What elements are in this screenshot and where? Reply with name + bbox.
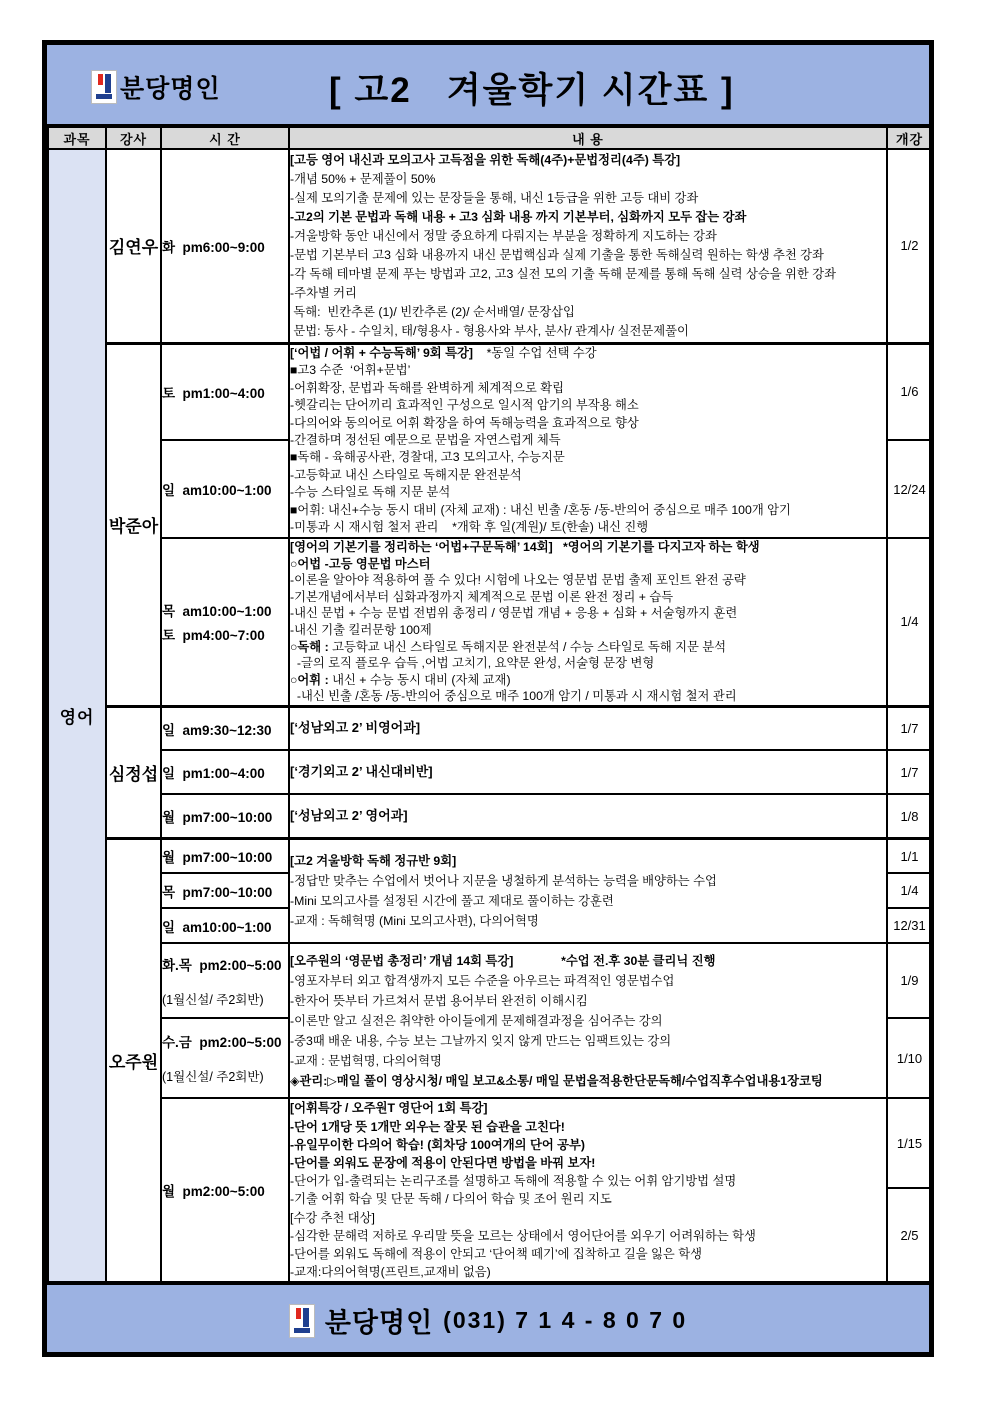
content-line: -한자어 뜻부터 가르쳐서 문법 용어부터 완전히 이해시킴: [290, 993, 588, 1008]
time-text: (1월신설/ 주2회반): [162, 992, 264, 1007]
content-line: -고2의 기본 문법과 독해 내용 + 고3 심화 내용 까지 기본부터, 심화까지 모두 잡는 강좌: [290, 209, 747, 224]
brand-logo-icon: [91, 70, 117, 104]
subject-cell: 영어: [48, 149, 106, 1282]
open-date-cell: 1/8: [887, 794, 932, 838]
column-header-subject: 과목: [48, 127, 106, 149]
teacher-cell: 오주원: [106, 838, 161, 1282]
column-header-row: [48, 127, 932, 149]
time-cell: [161, 343, 289, 440]
content-line: ◈관리:▷매일 풀이 영상시청/ 매일 보고&소통/ 매일 문법을적용한단문독해/수업직후수업내용1장코팅: [290, 1073, 823, 1088]
open-date-cell: 1/4: [887, 538, 932, 706]
table-row: [48, 838, 932, 873]
time-text: 화 pm6:00~9:00: [162, 239, 265, 255]
column-header-content: 내 용: [289, 127, 887, 149]
content-line: -교재:다의어혁명(프린트,교재비 없음): [290, 1265, 491, 1280]
content-cell: [289, 794, 887, 838]
footer-brand-name: 분당명인: [324, 1308, 434, 1339]
content-line: -헷갈리는 단어끼리 효과적인 구성으로 일시적 암기의 부작용 해소: [290, 398, 639, 413]
content-line: -실제 모의기출 문제에 있는 문장들을 통해, 내신 1등급을 위한 고등 대비 강좌: [290, 190, 699, 205]
content-line: -교재 : 독해혁명 (Mini 모의고사편), 다의어혁명: [290, 914, 539, 929]
content-line: -정답만 맞추는 수업에서 벗어나 지문을 냉철하게 분석하는 능력을 배양하는 수업: [290, 874, 717, 889]
open-date-cell: 12/24: [887, 440, 932, 538]
content-line: ■독해 - 육해공사관, 경찰대, 고3 모의고사, 수능지문: [290, 450, 565, 465]
table-row: [48, 794, 932, 838]
content-line: [수강 추천 대상]: [290, 1210, 375, 1225]
content-line: -문법 기본부터 고3 심화 내용까지 내신 문법핵심과 실제 기출을 통한 독해실력 원하는 학생 추천 강좌: [290, 247, 824, 262]
content-cell: [289, 1098, 887, 1282]
content-line: 문법: 동사 - 수일치, 태/형용사 - 형용사와 부사, 분사/ 관계사/ 실전문제풀이: [290, 323, 689, 338]
content-line: -유일무이한 다의어 학습! (회차당 100여개의 단어 공부): [290, 1137, 585, 1152]
content-line: -간결하며 정선된 예문으로 문법을 자연스럽게 체득: [290, 433, 561, 448]
time-text: 토 pm1:00~4:00: [162, 385, 265, 401]
time-text: 월 pm2:00~5:00: [162, 1184, 265, 1200]
content-line: -기본개념에서부터 심화과정까지 체계적으로 문법 이론 완전 정리 + 습득: [290, 589, 674, 604]
content-line: ■고3 수준 ‘어휘+문법’: [290, 363, 411, 378]
content-cell: [289, 838, 887, 943]
time-cell: [161, 750, 289, 794]
content-line: [‘어법 / 어휘 + 수능독해’ 9회 특강] *동일 수업 선택 수강: [290, 346, 597, 361]
content-line: -교재 : 문법혁명, 다의어혁명: [290, 1053, 442, 1068]
time-text: 일 am10:00~1:00: [162, 919, 272, 935]
time-text: 화.목 pm2:00~5:00: [162, 957, 282, 973]
time-text: (1월신설/ 주2회반): [162, 1070, 264, 1085]
content-line: -단어가 입-출력되는 논리구조를 설명하고 독해에 적용할 수 있는 어휘 암기방법 설명: [290, 1174, 737, 1189]
content-line: -미통과 시 재시험 철저 관리 *개학 후 일(계원)/ 토(한솔) 내신 진행: [290, 520, 649, 535]
brand-block: [91, 69, 221, 105]
time-cell: [161, 838, 289, 873]
content-cell: [289, 943, 887, 1098]
content-line: [고등 영어 내신과 모의고사 고득점을 위한 독해(4주)+문법정리(4주) 특강]: [290, 152, 681, 167]
content-line: -영포자부터 외고 합격생까지 모든 수준을 아우르는 파격적인 영문법수업: [290, 973, 675, 988]
open-date-cell: 1/6: [887, 343, 932, 440]
table-row: [48, 149, 932, 343]
content-line: -주차별 커리: [290, 285, 357, 300]
content-line: [어휘특강 / 오주원T 영단어 1회 특강]: [290, 1101, 488, 1116]
time-text: 일 pm1:00~4:00: [162, 766, 265, 782]
page-title: [ 고2 겨울학기 시간표 ]: [329, 71, 735, 110]
time-text: 월 pm7:00~10:00: [162, 850, 273, 866]
content-line: -겨울방학 동안 내신에서 정말 중요하게 다뤄지는 부분을 정확하게 지도하는 강좌: [290, 228, 717, 243]
open-date-cell: 1/2: [887, 149, 932, 343]
table-row: [48, 343, 932, 440]
time-cell: [161, 538, 289, 706]
open-date-cell: 1/10: [887, 1018, 932, 1098]
time-text: 목 am10:00~1:00: [162, 603, 272, 619]
content-cell: [289, 343, 887, 538]
content-line: -이론을 알아야 적용하여 풀 수 있다! 시험에 나오는 영문법 문법 출제 포인트 완전 공략: [290, 573, 746, 588]
content-line: ○독해 : 고등학교 내신 스타일로 독해지문 완전분석 / 수능 스타일로 독해 지문 분석: [290, 639, 727, 654]
content-line: ■어휘: 내신+수능 동시 대비 (자체 교재) : 내신 빈출 /혼동 /동-반의어 중심으로 매주 100개 암기: [290, 502, 791, 517]
table-row: [48, 538, 932, 706]
table-row: [48, 750, 932, 794]
content-line: [‘성남외고 2’ 영어과]: [290, 807, 408, 823]
content-line: -중3때 배운 내용, 수능 보는 그날까지 잊지 않게 만드는 임팩트있는 강의: [290, 1033, 672, 1048]
open-date-cell: 12/31: [887, 908, 932, 943]
content-line: -이론만 알고 실전은 취약한 아이들에게 문제해결과정을 심어주는 강의: [290, 1013, 663, 1028]
time-text: 월 pm7:00~10:00: [162, 810, 273, 826]
content-line: -내신 기출 킬러문항 100제: [290, 622, 432, 637]
open-date-cell: 1/7: [887, 750, 932, 794]
teacher-cell: 심정섭: [106, 706, 161, 838]
brand-name: 분당명인: [120, 75, 221, 103]
time-text: 목 pm7:00~10:00: [162, 884, 273, 900]
content-line: -개념 50% + 문제풀이 50%: [290, 171, 436, 186]
content-cell: [289, 750, 887, 794]
column-header-teacher: 강사: [106, 127, 161, 149]
teacher-cell: 김연우: [106, 149, 161, 343]
content-line: -어휘확장, 문법과 독해를 완벽하게 체계적으로 확립: [290, 380, 565, 395]
content-cell: [289, 538, 887, 706]
content-line: -글의 로직 플로우 습득 ,어법 고치기, 요약문 완성, 서술형 문장 변형: [290, 656, 655, 671]
time-text: 일 am10:00~1:00: [162, 483, 272, 498]
column-header-time: 시 간: [161, 127, 289, 149]
time-cell: [161, 943, 289, 1018]
content-cell: [289, 149, 887, 343]
content-line: -고등학교 내신 스타일로 독해지문 완전분석: [290, 467, 522, 482]
time-cell: [161, 873, 289, 908]
open-date-cell: 2/5: [887, 1188, 932, 1282]
timetable: [47, 126, 933, 1283]
time-text: 일 am9:30~12:30: [162, 722, 272, 738]
content-line: -각 독해 테마별 문제 푸는 방법과 고2, 고3 실전 모의 기출 독해 문제를 통해 독해 실력 상승을 위한 강좌: [290, 266, 836, 281]
time-cell: [161, 1098, 289, 1282]
content-line: [오주원의 ‘영문법 총정리’ 개념 14회 특강] *수업 전.후 30분 클리닉 진행: [290, 953, 716, 968]
content-line: -다의어와 동의어로 어휘 확장을 하여 독해능력을 효과적으로 향상: [290, 415, 639, 430]
open-date-cell: 1/7: [887, 706, 932, 750]
time-cell: [161, 440, 289, 538]
column-header-open: 개강: [887, 127, 932, 149]
teacher-cell: 박준아: [106, 343, 161, 706]
content-line: -단어를 외워도 문장에 적용이 안된다면 방법을 바꿔 보자!: [290, 1156, 596, 1171]
content-line: 독해: 빈칸추론 (1)/ 빈칸추론 (2)/ 순서배열/ 문장삽입: [290, 304, 575, 319]
content-line: ○어법 -고등 영문법 마스터: [290, 556, 431, 571]
content-line: [고2 겨울방학 독해 정규반 9회]: [290, 854, 457, 869]
timetable-body: [48, 149, 932, 1282]
time-cell: [161, 794, 289, 838]
content-line: [‘성남외고 2’ 비영어과]: [290, 720, 421, 736]
open-date-cell: 1/15: [887, 1098, 932, 1188]
time-text: 수.금 pm2:00~5:00: [162, 1035, 282, 1051]
title-band: [47, 45, 929, 126]
footer-band: [47, 1283, 929, 1356]
open-date-cell: 1/9: [887, 943, 932, 1018]
content-line: -단어를 외워도 독해에 적용이 안되고 ‘단어책 떼기’에 집착하고 길을 잃은 학생: [290, 1247, 702, 1262]
content-line: -심각한 문해력 저하로 우리말 뜻을 모르는 상태에서 영어단어를 외우기 어려워하는 학생: [290, 1228, 756, 1243]
footer-logo-icon: [289, 1304, 315, 1338]
content-line: [‘경기외고 2’ 내신대비반]: [290, 764, 433, 780]
open-date-cell: 1/1: [887, 838, 932, 873]
table-row: [48, 706, 932, 750]
open-date-cell: 1/4: [887, 873, 932, 908]
content-line: [영어의 기본기를 정리하는 ‘어법+구문독해’ 14회] *영어의 기본기를 다지고자 하는 학생: [290, 540, 760, 554]
time-cell: [161, 908, 289, 943]
time-cell: [161, 149, 289, 343]
content-line: -단어 1개당 뜻 1개만 외우는 잘못 된 습관을 고친다!: [290, 1119, 565, 1134]
table-row: [48, 1098, 932, 1188]
content-cell: [289, 706, 887, 750]
time-cell: [161, 706, 289, 750]
table-row: [48, 943, 932, 1018]
time-cell: [161, 1018, 289, 1098]
time-text: 토 pm4:00~7:00: [162, 627, 265, 643]
footer-phone-number: (031) 7 1 4 - 8 0 7 0: [443, 1307, 688, 1334]
content-line: -내신 문법 + 수능 문법 전범위 총정리 / 영문법 개념 + 응용 + 심화 + 서술형까지 훈련: [290, 606, 738, 621]
page-frame: [42, 40, 934, 1357]
content-line: -기출 어휘 학습 및 단문 독해 / 다의어 학습 및 조어 원리 지도: [290, 1192, 612, 1207]
content-line: -수능 스타일로 독해 지문 분석: [290, 485, 451, 500]
content-line: ○어휘 : 내신 + 수능 동시 대비 (자체 교재): [290, 672, 511, 687]
content-line: -내신 빈출 /혼동 /동-반의어 중심으로 매주 100개 암기 / 미통과 시 재시험 철저 관리: [290, 689, 737, 704]
content-line: -Mini 모의고사를 설정된 시간에 풀고 제대로 풀이하는 강훈련: [290, 894, 614, 909]
